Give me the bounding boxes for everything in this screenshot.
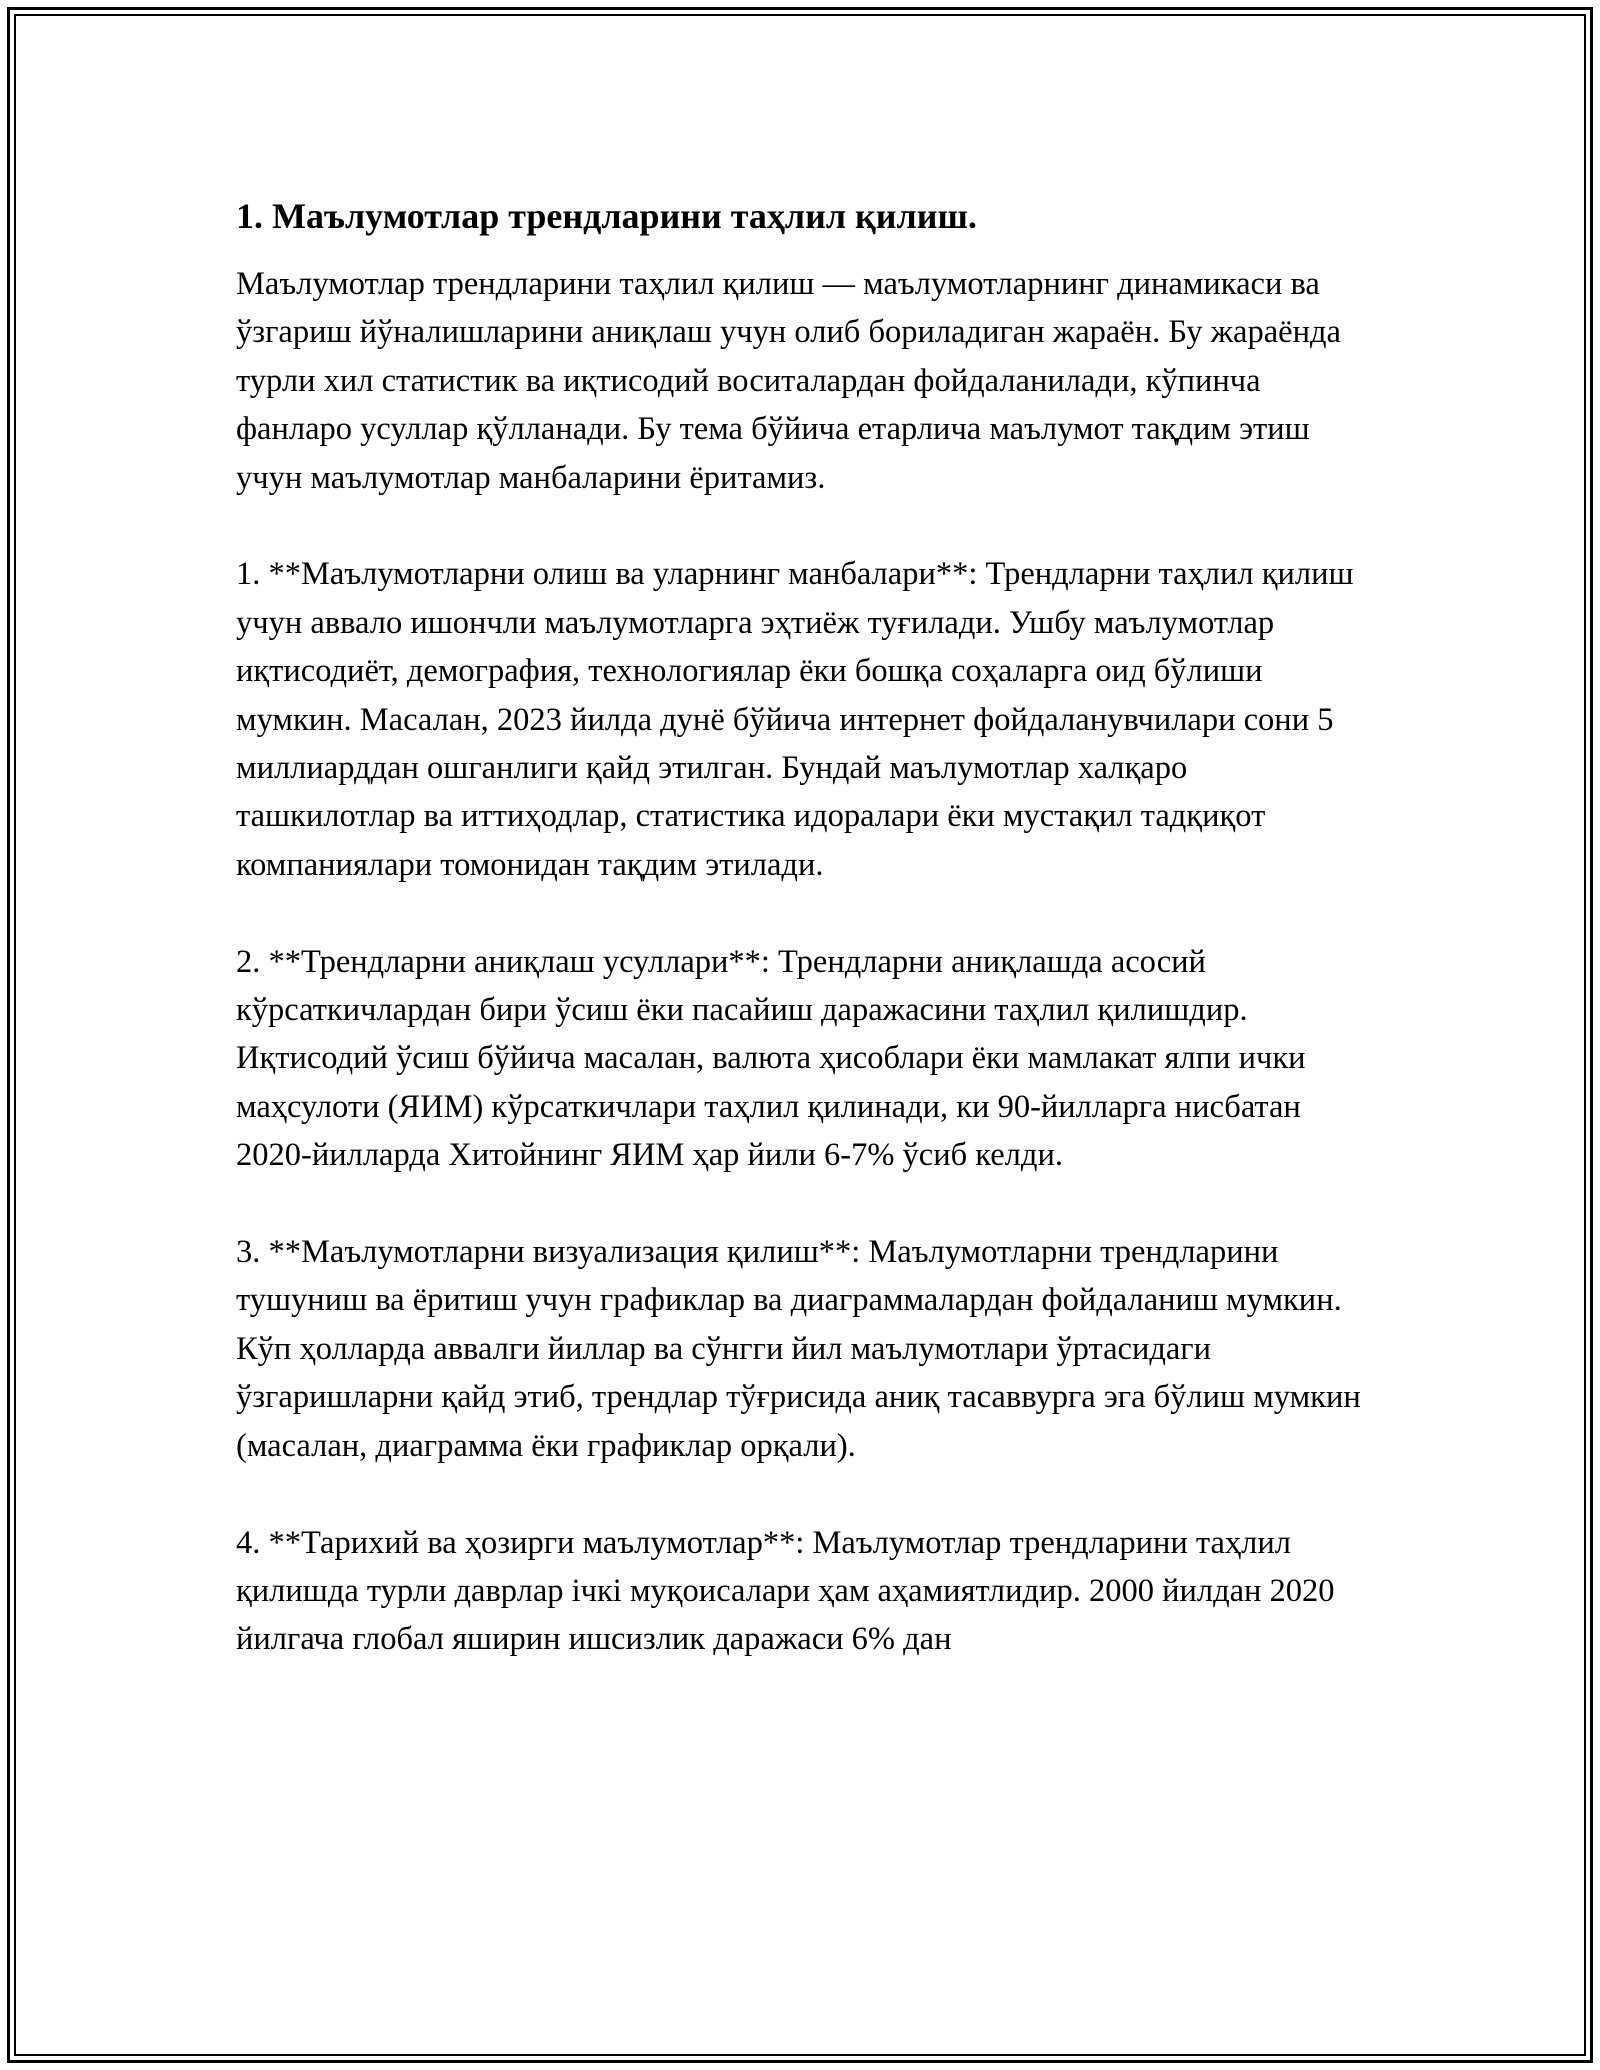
paragraph-historical-data: 4. **Тарихий ва ҳозирги маълумотлар**: Маълумотлар трендларини таҳлил қилишда турли даврлар ічкі муқоисалари ҳам аҳамиятлидир. 2000 йилдан 2020 йилгача глобал яширин ишсизлик даражаси 6% дан <box>236 1524 1335 1658</box>
section-heading: 1. Маълумотлар трендларини таҳлил қилиш. <box>236 196 977 236</box>
paragraph-data-sources: 1. **Маълумотларни олиш ва уларнинг манбалари**: Трендларни таҳлил қилиш учун аввало ишончли маълумотларга эҳтиёж туғилади. Ушбу маълумотлар иқтисодиёт, демография, технологиялар ёки бошқа соҳаларга оид бўлиши мумкин. Масалан, 2023 йилда дунё бўйича интернет фойдаланувчилари сони 5 миллиарддан ошганлиги қайд этилган. Бундай маълумотлар халқаро ташкилотлар ва иттиҳодлар, статистика идоралари ёки мустақил тадқиқот компаниялари томонидан тақдим этилади. <box>236 556 1354 883</box>
paragraph-visualization: 3. **Маълумотларни визуализация қилиш**: Маълумотларни трендларини тушуниш ва ёритиш учун графиклар ва диаграммалардан фойдаланиш мумкин. Кўп ҳолларда аввалги йиллар ва сўнгги йил маълумотлари ўртасидаги ўзгаришларни қайд этиб, трендлар тўғрисида аниқ тасаввурга эга бўлиш мумкин (масалан, диаграмма ёки графиклар орқали). <box>236 1234 1361 1464</box>
document-body <box>236 186 1366 1712</box>
intro-paragraph: Маълумотлар трендларини таҳлил қилиш — маълумотларнинг динамикаси ва ўзгариш йўналишларини аниқлаш учун олиб бориладиган жараён. Бу жараёнда турли хил статистик ва иқтисодий воситалардан фойдаланилади, кўпинча фанларо усуллар қўлланади. Бу тема бўйича етарлича маълумот тақдим этиш учун маълумотлар манбаларини ёритамиз. <box>236 266 1341 496</box>
paragraph-trend-methods: 2. **Трендларни аниқлаш усуллари**: Трендларни аниқлашда асосий кўрсаткичлардан бири ўсиш ёки пасайиш даражасини таҳлил қилишдир. Иқтисодий ўсиш бўйича масалан, валюта ҳисоблари ёки мамлакат ялпи ички маҳсулоти (ЯИМ) кўрсаткичлари таҳлил қилинади, ки 90-йилларга нисбатан 2020-йилларда Хитойнинг ЯИМ ҳар йили 6-7% ўсиб келди. <box>236 943 1306 1174</box>
